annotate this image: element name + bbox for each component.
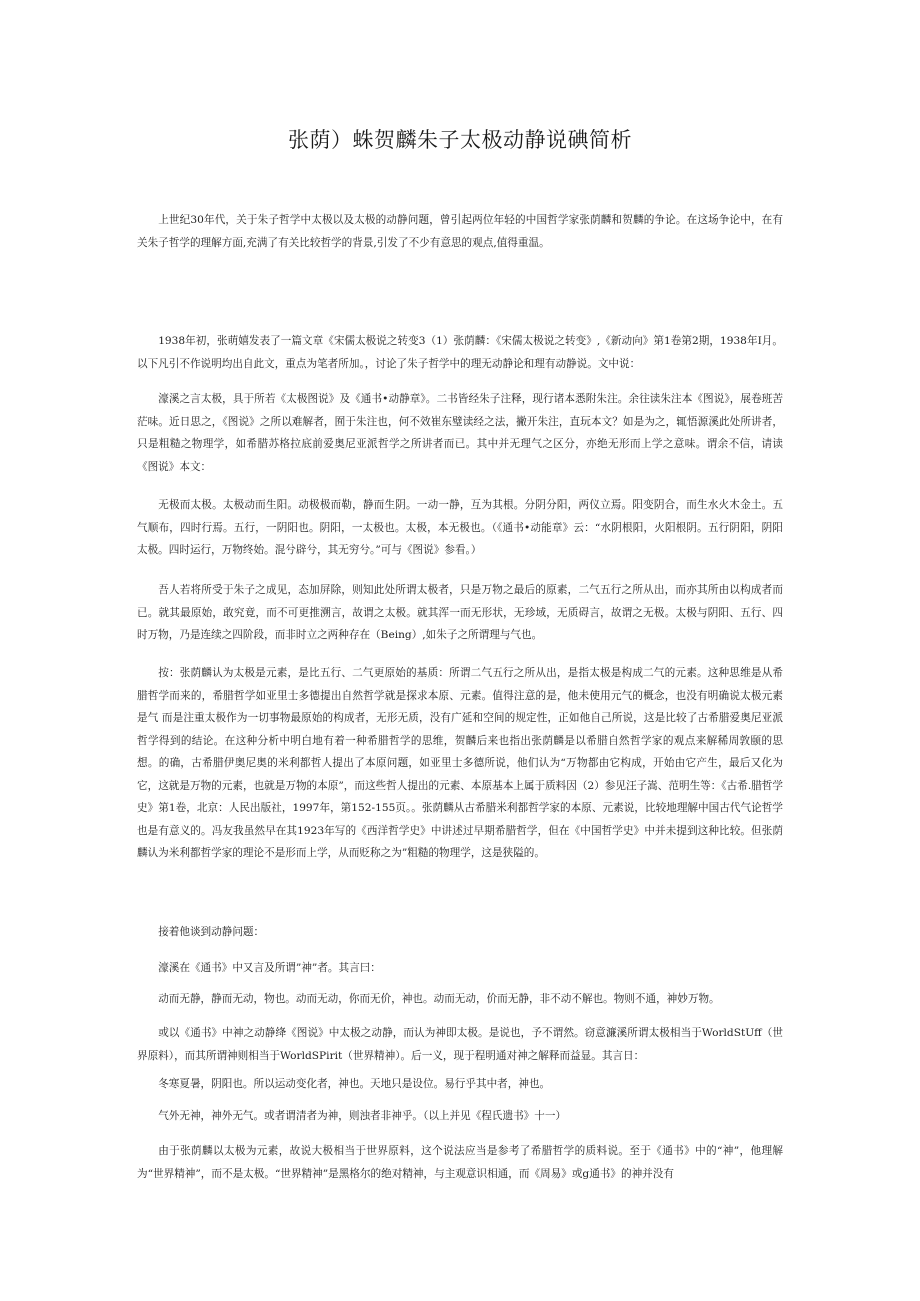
document-title: 张荫）蛛贺麟朱子太极动静说碘简析 bbox=[288, 128, 632, 152]
paragraph-intro: 上世纪30年代，关于朱子哲学中太极以及太极的动静问题，曾引起两位年轻的中国哲学家张荫麟和贺麟的争论。在这场争论中，在有关朱子哲学的理解方面,充满了有关比较哲学的背景,引发了不少有意思的观点,值得重温。 bbox=[137, 214, 783, 249]
quote-paragraph-tongshu: 动而无静，静而无动，物也。动而无动，你而无价，神也。动而无动，价而无静，非不动不解也。物则不通，神妙万物。 bbox=[158, 993, 720, 1005]
paragraph-transition: 接着他谈到动静问题： bbox=[158, 926, 265, 938]
quote-paragraph-shen: 濠溪在《通书》中又言及所谓”神”者。其言曰： bbox=[158, 962, 381, 974]
quote-paragraph-taiji: 吾人若将所受于朱子之成见，态加屏除，则知此处所谓太极者，只是万物之最后的原素，二气五行之所从出，而亦其所由以构成者而已。就其最原始，敢究竟，而不可更推溯言，故谓之太极。就其浑一而无形状，无珍域，无质碍言，故谓之无极。太极与阴阳、五行、四时万物，乃是连续之四阶段，而非时立之两种存在（Being）,如朱子之所谓理与气也。 bbox=[137, 584, 783, 641]
paragraph-commentary: 按：张荫麟认为太极是元素，是比五行、二气更原始的基质：所谓二气五行之所从出，是指太极是构成二气的元素。这种思维是从希腊哲学而来的，希腊哲学如亚里士多德提出自然哲学就是探求本原、元素。值得注意的是，他未使用元气的概念，也没有明确说太极元素是气 而是注重太极作为一切事物最原始的构成者，无形无质，没有广延和空间的规定性，正如他自己所说，这是比较了古希腊爱奥尼亚派哲学得到的结论。在这种分析中明白地有着一种希腊哲学的思维，贺麟后来也指出张荫麟是以希腊自然哲学家的观点来解稀周敦颐的思想。的确，古希腊伊奥尼奥的米利都哲人提出了本原问题，如亚里士多德所说，他们认为“万物都由它构成，开始由它产生，最后又化为它，这就是万物的元素，也就是万物的本原”，而这些哲人提出的元素、本原基本上属于质料因（2）参见汪子嵩、范明生等：《古希.腊哲学史》第1卷，北京：人民出版社，1997年，第152-155页。。张荫麟从古希腊米利都哲学家的本原、元素说，比较地理解中国古代气论哲学也是有意义的。冯友我虽然早在其1923年写的《西洋哲学史》中讲述过早期希腊哲学，但在《中国哲学史》中并未提到这种比较。但张荫麟认为米利都哲学家的理论不是形而上学，从而贬称之为”粗糙的物理学，这是狭隘的。 bbox=[137, 667, 783, 859]
quote-paragraph-worldstuff: 或以《通书》中神之动静绛《图说》中太极之动静，而认为神即太极。是说也，予不谓然。窃意濂溪所谓太极相当于WorldStUff（世界原料），而其所谓神则相当于WorldSPirit（世界精神）。后一义，现于程明通对神之解释而益显。其言日： bbox=[137, 1027, 783, 1062]
paragraph-background: 1938年初，张萌嬉发表了一篇文章《宋儒太极说之转变3（1）张荫麟：《宋儒太极说之转变》,《新动向》第1卷第2期，1938年I月。以下凡引不作说明均出自此文，重点为笔者所加。，讨论了朱子哲学中的理无动静论和理有动静说。文中说： bbox=[137, 335, 783, 370]
quote-paragraph-dongshu: 冬寒夏暑，阴阳也。所以运动变化者，神也。天地只是设位。易行乎其中者，神也。 bbox=[158, 1078, 551, 1090]
quote-paragraph-lianxi: 濠溪之言太极，具于所若《太极图说》及《通书•动静章》。二书皆经朱子注释，现行诸本悉附朱注。余往读朱注本《图说》，展卷班苦茫味。近日思之，《图说》之所以难解者，囿于朱注也，何不效崔东璧读经之法，撇开朱注，直玩本文？如是为之，辄悟源溪此处所讲者，只是粗糙之物理学，如希腊苏格拉底前爱奥尼亚派哲学之所讲者而已。其中并无理气之区分，亦绝无形而上学之意味。谓余不信，请读《图说》本文： bbox=[137, 393, 783, 473]
paragraph-analysis: 由于张荫麟以太极为元素，故说大极相当于世界原料，这个说法应当是参考了希腊哲学的质料说。至于《通书》中的“神”，他理解为“世界精神”，而不是太极。“世界精神”是黑格尔的绝对精神，与主观意识相通，而《周易》或g通书》的神并没有 bbox=[137, 1145, 783, 1180]
quote-paragraph-qiwai: 气外无神，神外无气。或者谓清者为神，则浊者非神乎。（以上并见《程氏遗书》十一） bbox=[158, 1110, 567, 1122]
quote-paragraph-tushuo: 无极而太极。太极动而生阳。动极极而勒，静而生阴。一动一静，互为其根。分阴分阳，两仪立焉。阳变阴合，而生水火木金土。五气顺布，四时行焉。五行，一阴阳也。阴阳，一太极也。太极，本无极也。（《通书•动能章》云：“水阴根阳，火阳根阴。五行阴阳，阴阳太极。四时运行，万物终始。混兮辟兮，其无穷兮。”可与《图说》参看。） bbox=[137, 499, 783, 556]
